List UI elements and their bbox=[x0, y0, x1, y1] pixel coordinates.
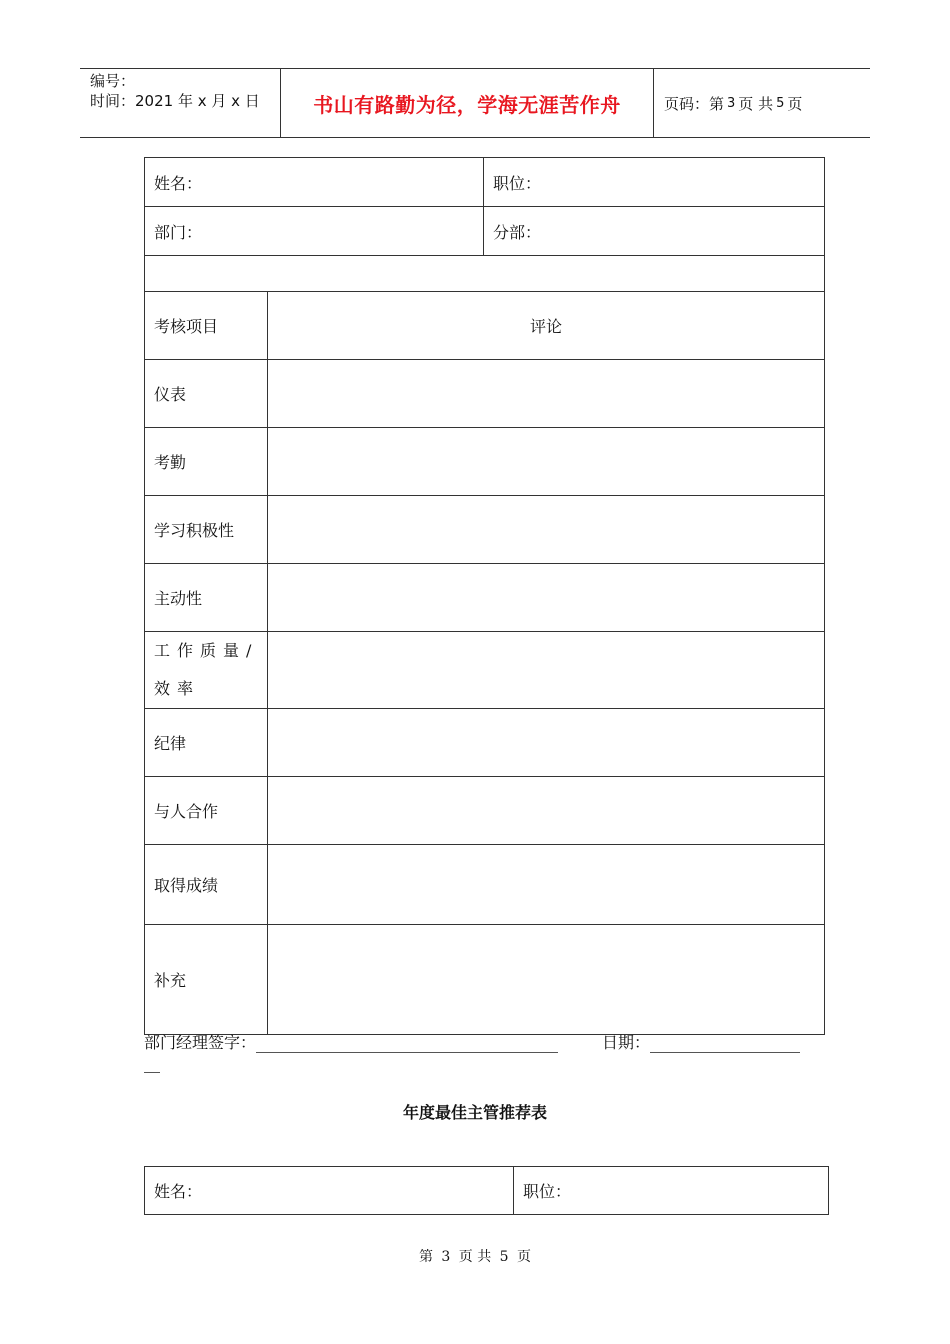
comment-cell[interactable] bbox=[268, 360, 825, 428]
serial-label: 编号： bbox=[90, 72, 136, 90]
page-total: 5 bbox=[776, 95, 785, 111]
column-header-comment: 评论 bbox=[268, 292, 825, 360]
item-label: 考勤 bbox=[145, 428, 268, 496]
table-row bbox=[145, 632, 825, 709]
form-header-row bbox=[145, 292, 825, 360]
comment-cell[interactable] bbox=[268, 925, 825, 1035]
page-current: 3 bbox=[727, 95, 736, 111]
evaluation-form bbox=[144, 157, 825, 1035]
page-footer bbox=[0, 1246, 950, 1266]
item-label: 仪表 bbox=[145, 360, 268, 428]
manager-signature-label: 部门经理签字： bbox=[144, 1033, 257, 1052]
underline-continuation bbox=[144, 1072, 160, 1073]
form-row-name bbox=[145, 158, 825, 207]
manager-signature-field[interactable] bbox=[256, 1052, 558, 1053]
item-label: 与人合作 bbox=[145, 777, 268, 845]
time-label: 时间：2021 年 x 月 x 日 bbox=[90, 92, 260, 110]
page-header bbox=[80, 68, 870, 138]
header-motto: 书山有路勤为径，学海无涯苦作舟 bbox=[281, 69, 654, 137]
form-row-dept bbox=[145, 207, 825, 256]
item-label: 补充 bbox=[145, 925, 268, 1035]
header-page-number bbox=[654, 69, 870, 137]
comment-cell[interactable] bbox=[268, 845, 825, 925]
page-prefix: 页码：第 bbox=[664, 94, 725, 113]
dept-field[interactable]: 部门： bbox=[145, 207, 484, 256]
header-meta bbox=[80, 69, 281, 137]
table-row bbox=[145, 777, 825, 845]
branch-field[interactable]: 分部： bbox=[484, 207, 825, 256]
name-field[interactable]: 姓名： bbox=[145, 1167, 514, 1215]
comment-cell[interactable] bbox=[268, 564, 825, 632]
comment-cell[interactable] bbox=[268, 496, 825, 564]
table-row bbox=[145, 925, 825, 1035]
footer-prefix: 第 bbox=[418, 1249, 433, 1265]
date-field[interactable] bbox=[650, 1052, 800, 1053]
item-label: 纪律 bbox=[145, 709, 268, 777]
column-header-item: 考核项目 bbox=[145, 292, 268, 360]
comment-cell[interactable] bbox=[268, 709, 825, 777]
table-row bbox=[145, 709, 825, 777]
table-row bbox=[145, 496, 825, 564]
form-row-name bbox=[145, 1167, 829, 1215]
footer-current: 3 bbox=[441, 1249, 451, 1265]
footer-suffix: 页 bbox=[517, 1249, 532, 1265]
comment-cell[interactable] bbox=[268, 632, 825, 709]
comment-cell[interactable] bbox=[268, 777, 825, 845]
footer-mid: 页 共 bbox=[458, 1249, 492, 1265]
item-label: 取得成绩 bbox=[145, 845, 268, 925]
form-row-blank bbox=[145, 256, 825, 292]
table-row bbox=[145, 360, 825, 428]
table-row bbox=[145, 428, 825, 496]
signature-line bbox=[144, 1030, 824, 1053]
comment-cell[interactable] bbox=[268, 428, 825, 496]
table-row bbox=[145, 845, 825, 925]
name-field[interactable]: 姓名： bbox=[145, 158, 484, 207]
position-field[interactable]: 职位： bbox=[514, 1167, 829, 1215]
item-label: 工作质量/效率 bbox=[145, 632, 268, 709]
second-form-title: 年度最佳主管推荐表 bbox=[402, 1103, 547, 1122]
position-field[interactable]: 职位： bbox=[484, 158, 825, 207]
item-label: 学习积极性 bbox=[145, 496, 268, 564]
footer-total: 5 bbox=[499, 1249, 509, 1265]
table-row bbox=[145, 564, 825, 632]
date-label: 日期： bbox=[602, 1033, 651, 1052]
page-suffix: 页 bbox=[787, 94, 803, 113]
blank-field[interactable] bbox=[145, 256, 825, 292]
item-label: 主动性 bbox=[145, 564, 268, 632]
page-mid: 页 共 bbox=[738, 94, 774, 113]
recommendation-form bbox=[144, 1166, 829, 1215]
